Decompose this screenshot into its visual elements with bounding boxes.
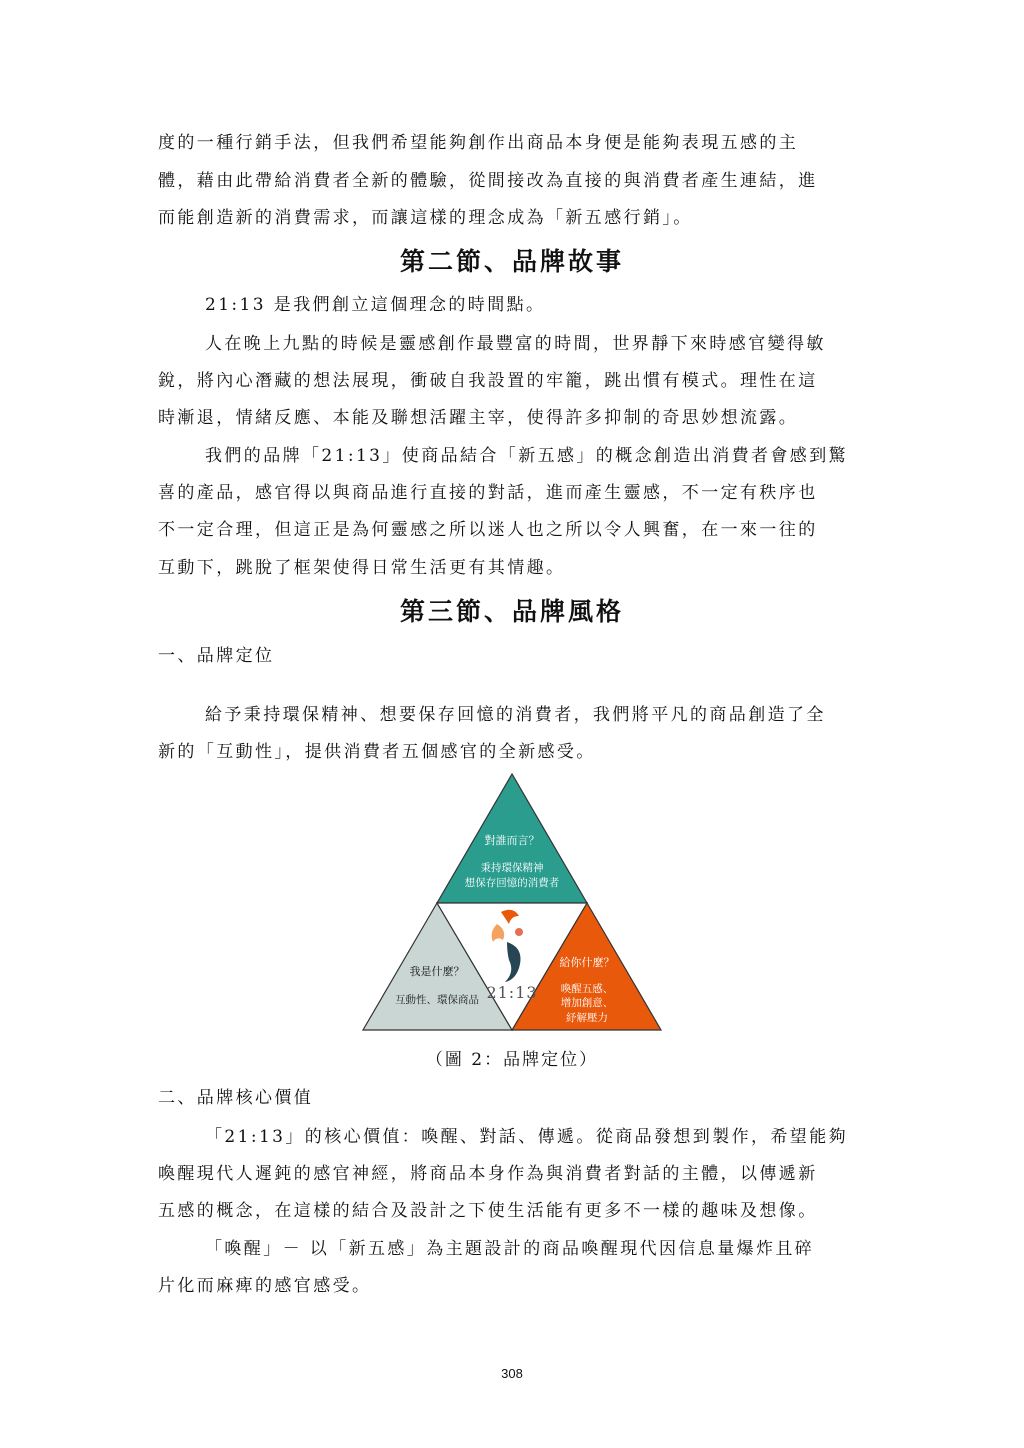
paragraph-line: 互動下，跳脫了框架使得日常生活更有其情趣。 <box>158 558 566 578</box>
top-line: 想保存回憶的消費者 <box>464 877 560 889</box>
right-line: 喚醒五感、 <box>560 983 614 995</box>
section-heading: 第三節、品牌風格 <box>399 597 624 626</box>
paragraph-line: 度的一種行銷手法，但我們希望能夠創作出商品本身便是能夠表現五感的主 <box>158 133 799 153</box>
paragraph-line: 不一定合理，但這正是為何靈感之所以迷人也之所以令人興奮，在一來一往的 <box>158 520 818 540</box>
page-number: 308 <box>501 1366 523 1381</box>
right-line: 增加創意、 <box>560 997 614 1009</box>
paragraph-line: 21:13 是我們創立這個理念的時間點。 <box>205 295 546 315</box>
paragraph-line: 五感的概念，在這樣的結合及設計之下使生活能有更多不一樣的趣味及想像。 <box>158 1201 818 1221</box>
left-title: 我是什麼？ <box>409 965 465 978</box>
paragraph-line: 喜的產品，感官得以與商品進行直接的對話，進而產生靈感，不一定有秩序也 <box>158 483 818 503</box>
top-title: 對誰而言？ <box>484 834 540 847</box>
left-line: 互動性、環保商品 <box>395 994 479 1006</box>
paragraph-line: 新的「互動性」，提供消費者五個感官的全新感受。 <box>158 742 596 762</box>
paragraph-line: 人在晚上九點的時候是靈感創作最豐富的時間，世界靜下來時感官變得敏 <box>205 334 826 354</box>
paragraph-line: 給予秉持環保精神、想要保存回憶的消費者，我們將平凡的商品創造了全 <box>205 705 826 725</box>
paragraph-line: 時漸退，情緒反應、本能及聯想活躍主宰，使得許多抑制的奇思妙想流露。 <box>158 408 799 428</box>
paragraph-line: 銳，將內心潛藏的想法展現，衝破自我設置的牢籠，跳出慣有模式。理性在這 <box>158 371 818 391</box>
paragraph-line: 片化而麻痺的感官感受。 <box>158 1276 372 1296</box>
figure-caption: （圖 2：品牌定位） <box>425 1050 599 1070</box>
logo-text: 21:13 <box>486 983 538 1002</box>
paragraph-line: 「喚醒」－ 以「新五感」為主題設計的商品喚醒現代因信息量爆炸且碎 <box>205 1239 815 1259</box>
subsection-heading: 一、品牌定位 <box>158 646 275 666</box>
paragraph-line: 體，藉由此帶給消費者全新的體驗，從間接改為直接的與消費者產生連結，進 <box>158 171 818 191</box>
paragraph-line: 「21:13」的核心價值：喚醒、對話、傳遞。從商品發想到製作，希望能夠 <box>205 1127 848 1147</box>
paragraph-line: 我們的品牌「21:13」使商品結合「新五感」的概念創造出消費者會感到驚 <box>205 446 848 466</box>
paragraph-line: 而能創造新的消費需求，而讓這樣的理念成為「新五感行銷」。 <box>158 208 693 228</box>
paragraph-line: 喚醒現代人遲鈍的感官神經，將商品本身作為與消費者對話的主體，以傳遞新 <box>158 1164 818 1184</box>
top-line: 秉持環保精神 <box>480 862 544 874</box>
section-heading: 第二節、品牌故事 <box>399 247 624 276</box>
triangle-diagram <box>361 772 663 1034</box>
right-title: 給你什麼？ <box>559 956 615 969</box>
brand-positioning-figure <box>361 772 663 1034</box>
right-line: 紓解壓力 <box>566 1012 608 1024</box>
subsection-heading: 二、品牌核心價值 <box>158 1088 314 1108</box>
